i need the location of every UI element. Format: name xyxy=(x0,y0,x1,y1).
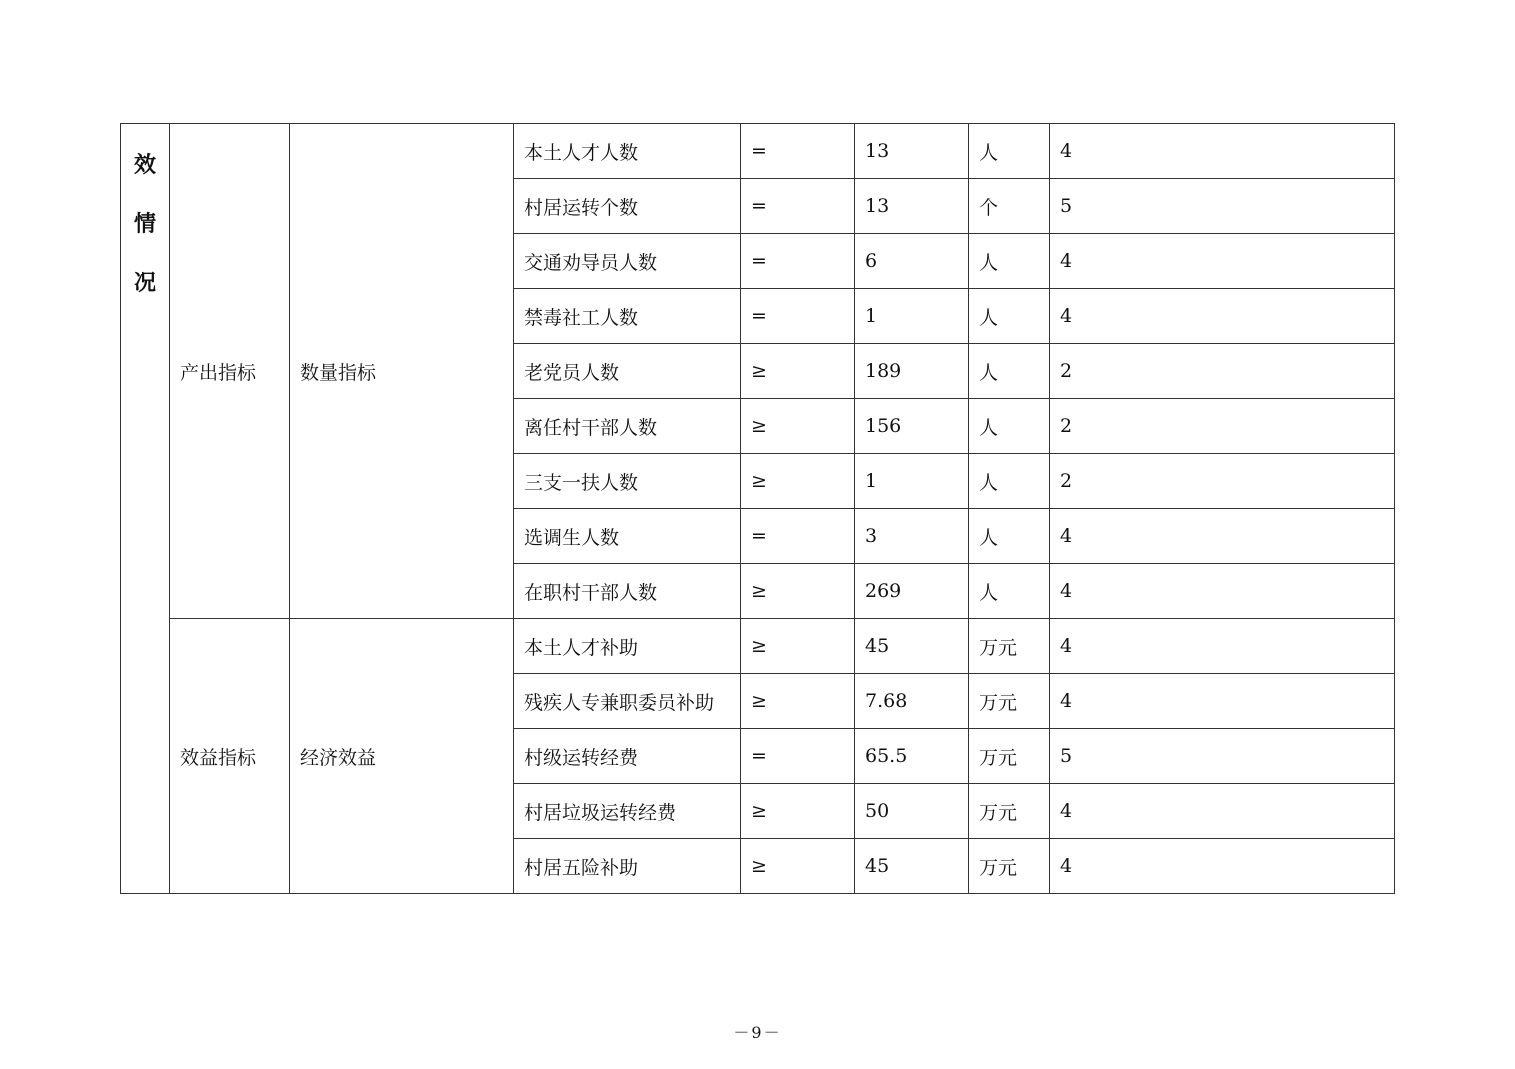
indicator-score: 4 xyxy=(1050,234,1395,289)
target-value: 156 xyxy=(855,399,969,454)
indicator-name: 村居垃圾运转经费 xyxy=(514,784,741,839)
indicator-score: 4 xyxy=(1050,289,1395,344)
indicator-score: 4 xyxy=(1050,564,1395,619)
operator-symbol: = xyxy=(741,509,855,564)
indicator-name: 残疾人专兼职委员补助 xyxy=(514,674,741,729)
target-value: 7.68 xyxy=(855,674,969,729)
measure-unit: 人 xyxy=(969,234,1050,289)
measure-unit: 人 xyxy=(969,289,1050,344)
indicator-score: 4 xyxy=(1050,619,1395,674)
indicator-score: 4 xyxy=(1050,839,1395,894)
measure-unit: 万元 xyxy=(969,839,1050,894)
indicator-name: 在职村干部人数 xyxy=(514,564,741,619)
measure-unit: 万元 xyxy=(969,674,1050,729)
target-value: 45 xyxy=(855,839,969,894)
side-label-char: 情 xyxy=(133,212,156,237)
indicator-name: 离任村干部人数 xyxy=(514,399,741,454)
indicator-name: 村居运转个数 xyxy=(514,179,741,234)
operator-symbol: ≥ xyxy=(741,619,855,674)
indicator-name: 老党员人数 xyxy=(514,344,741,399)
target-value: 6 xyxy=(855,234,969,289)
indicator-name: 交通劝导员人数 xyxy=(514,234,741,289)
indicator-score: 4 xyxy=(1050,509,1395,564)
operator-symbol: ≥ xyxy=(741,784,855,839)
table-row xyxy=(121,124,1395,179)
side-label-char: 况 xyxy=(133,271,156,296)
measure-unit: 人 xyxy=(969,399,1050,454)
level2-indicator: 数量指标 xyxy=(290,124,514,619)
indicator-name: 村级运转经费 xyxy=(514,729,741,784)
indicator-score: 2 xyxy=(1050,399,1395,454)
indicator-score: 4 xyxy=(1050,674,1395,729)
level1-indicator: 效益指标 xyxy=(170,619,290,894)
operator-symbol: = xyxy=(741,729,855,784)
operator-symbol: ≥ xyxy=(741,674,855,729)
side-label-char: 效 xyxy=(133,153,156,178)
measure-unit: 人 xyxy=(969,124,1050,179)
measure-unit: 人 xyxy=(969,344,1050,399)
measure-unit: 万元 xyxy=(969,729,1050,784)
measure-unit: 万元 xyxy=(969,784,1050,839)
measure-unit: 人 xyxy=(969,509,1050,564)
operator-symbol: = xyxy=(741,289,855,344)
table-row xyxy=(121,619,1395,674)
measure-unit: 万元 xyxy=(969,619,1050,674)
operator-symbol: ≥ xyxy=(741,454,855,509)
operator-symbol: = xyxy=(741,234,855,289)
target-value: 1 xyxy=(855,454,969,509)
indicator-name: 选调生人数 xyxy=(514,509,741,564)
measure-unit: 人 xyxy=(969,564,1050,619)
indicator-score: 5 xyxy=(1050,179,1395,234)
target-value: 13 xyxy=(855,124,969,179)
category-side-label xyxy=(121,124,170,894)
measure-unit: 人 xyxy=(969,454,1050,509)
table-body xyxy=(121,124,1395,894)
page-number: －9－ xyxy=(733,1023,782,1042)
operator-symbol: ≥ xyxy=(741,839,855,894)
level1-indicator: 产出指标 xyxy=(170,124,290,619)
indicator-score: 4 xyxy=(1050,784,1395,839)
measure-unit: 个 xyxy=(969,179,1050,234)
target-value: 189 xyxy=(855,344,969,399)
target-value: 269 xyxy=(855,564,969,619)
target-value: 13 xyxy=(855,179,969,234)
operator-symbol: = xyxy=(741,179,855,234)
target-value: 3 xyxy=(855,509,969,564)
indicator-name: 本土人才人数 xyxy=(514,124,741,179)
indicator-score: 4 xyxy=(1050,124,1395,179)
level2-indicator: 经济效益 xyxy=(290,619,514,894)
target-value: 50 xyxy=(855,784,969,839)
target-value: 45 xyxy=(855,619,969,674)
indicator-score: 2 xyxy=(1050,454,1395,509)
indicator-score: 5 xyxy=(1050,729,1395,784)
target-value: 1 xyxy=(855,289,969,344)
operator-symbol: ≥ xyxy=(741,564,855,619)
indicator-name: 本土人才补助 xyxy=(514,619,741,674)
performance-indicator-table xyxy=(120,123,1395,894)
target-value: 65.5 xyxy=(855,729,969,784)
indicator-name: 村居五险补助 xyxy=(514,839,741,894)
indicator-score: 2 xyxy=(1050,344,1395,399)
indicator-name: 三支一扶人数 xyxy=(514,454,741,509)
operator-symbol: ≥ xyxy=(741,399,855,454)
operator-symbol: ≥ xyxy=(741,344,855,399)
indicator-name: 禁毒社工人数 xyxy=(514,289,741,344)
operator-symbol: = xyxy=(741,124,855,179)
